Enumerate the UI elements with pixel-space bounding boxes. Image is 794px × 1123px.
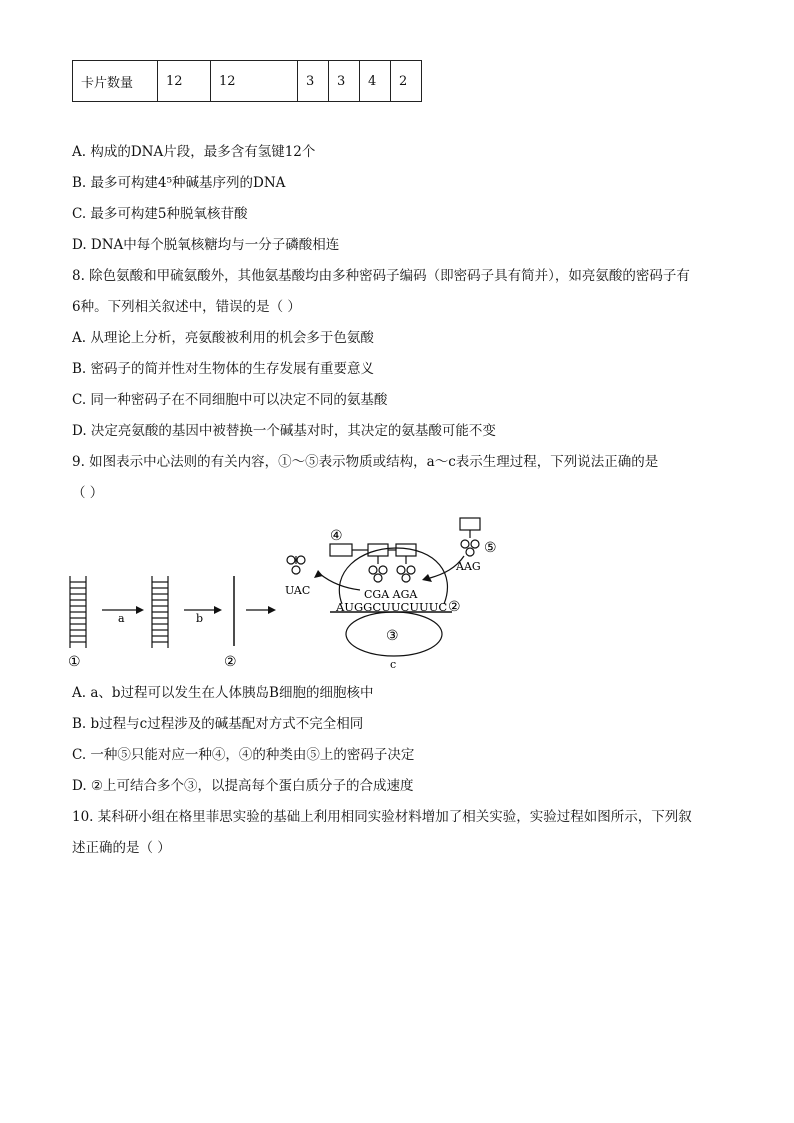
q9-stem-line2: （ ） (72, 485, 104, 501)
label-a: a (118, 612, 125, 625)
table-cell: 2 (391, 61, 422, 102)
label-1: ① (68, 654, 81, 670)
q8-option-a: A. 从理论上分析，亮氨酸被利用的机会多于色氨酸 (72, 330, 374, 346)
label-b: b (196, 612, 204, 625)
exit-arrowhead (314, 570, 323, 578)
table-cell: 3 (329, 61, 360, 102)
table-cell: 4 (360, 61, 391, 102)
q8-stem-line2: 6种。下列相关叙述中，错误的是（ ） (72, 299, 301, 315)
central-dogma-diagram (60, 512, 510, 672)
q7-option-b: B. 最多可构建4⁵种碱基序列的DNA (72, 175, 286, 191)
q8-option-b: B. 密码子的简并性对生物体的生存发展有重要意义 (72, 361, 375, 377)
q10-stem-line1: 10. 某科研小组在格里菲思实验的基础上利用相同实验材料增加了相关实验，实验过程如图所示，下列叙 (72, 809, 692, 825)
label-5: ⑤ (484, 540, 497, 556)
q9-option-d: D. ②上可结合多个③，以提高每个蛋白质分子的合成速度 (72, 778, 414, 794)
anticodon-left: UAC (285, 584, 311, 597)
q9-option-c: C. 一种⑤只能对应一种④，④的种类由⑤上的密码子决定 (72, 747, 415, 763)
anticodons-middle: CGA AGA (364, 588, 418, 601)
q7-option-a: A. 构成的DNA片段，最多含有氢键12个 (72, 144, 316, 160)
table-row-label: 卡片数量 (73, 61, 158, 102)
q9-option-b: B. b过程与c过程涉及的碱基配对方式不完全相同 (72, 716, 364, 732)
q8-option-d: D. 决定亮氨酸的基因中被替换一个碱基对时，其决定的氨基酸可能不变 (72, 423, 496, 439)
anticodon-right: AAG (456, 560, 481, 573)
q8-stem-line1: 8. 除色氨酸和甲硫氨酸外，其他氨基酸均由多种密码子编码（即密码子具有简并），如亮氨酸的密码子有 (72, 268, 690, 284)
table-cell: 3 (298, 61, 329, 102)
label-3: ③ (386, 628, 399, 644)
q10-stem-line2: 述正确的是（ ） (72, 840, 171, 856)
q7-option-d: D. DNA中每个脱氧核糖均与一分子磷酸相连 (72, 237, 340, 253)
table-cell: 12 (211, 61, 298, 102)
table-cell: 12 (158, 61, 211, 102)
dna-ladder-1 (70, 576, 86, 648)
table-row (73, 61, 422, 102)
q9-stem-line1: 9. 如图表示中心法则的有关内容，①～⑤表示物质或结构，a～c表示生理过程，下列说法正确的是 (72, 454, 659, 470)
peptide-chain (330, 544, 352, 556)
arrow-to-translation (246, 606, 276, 614)
q9-option-a: A. a、b过程可以发生在人体胰岛B细胞的细胞核中 (72, 685, 374, 701)
trna-departing (287, 556, 305, 574)
label-c: c (390, 658, 397, 671)
label-2-right: ② (448, 599, 461, 615)
label-4: ④ (330, 528, 343, 544)
label-2-left: ② (224, 654, 237, 670)
card-count-table (72, 60, 422, 102)
trna-incoming (460, 518, 480, 556)
q7-option-c: C. 最多可构建5种脱氧核苷酸 (72, 206, 248, 222)
dna-ladder-2 (152, 576, 168, 648)
q8-option-c: C. 同一种密码子在不同细胞中可以决定不同的氨基酸 (72, 392, 388, 408)
mrna-sequence: AUGGCUUCUUUC (336, 600, 448, 614)
